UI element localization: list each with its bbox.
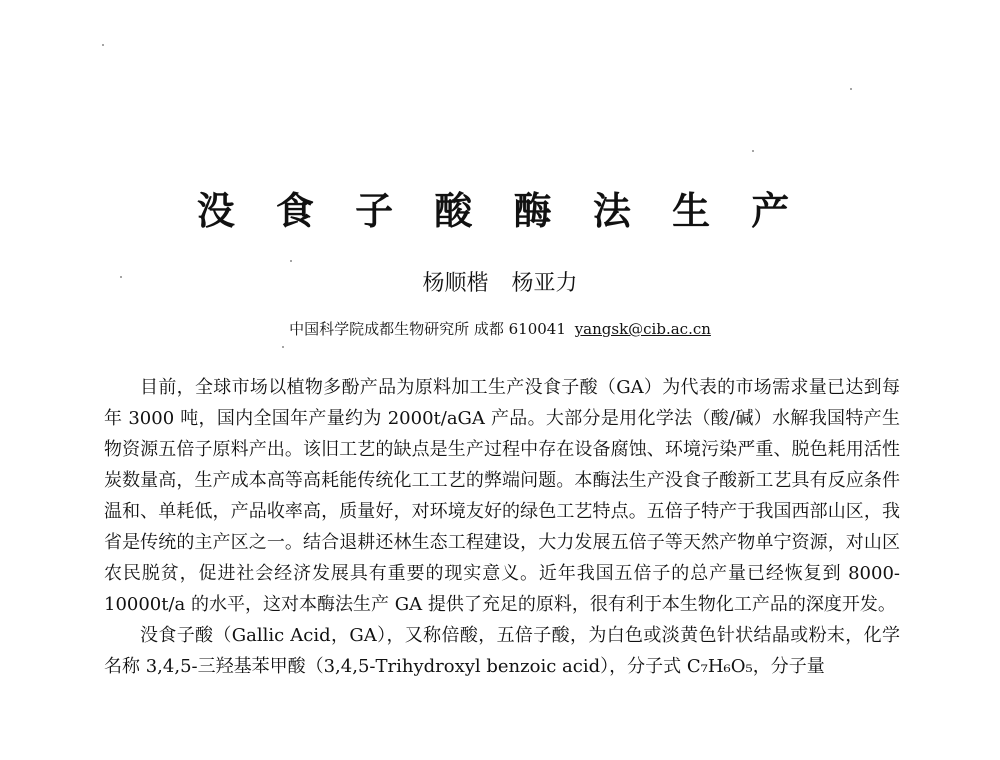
body-paragraph: 没食子酸（Gallic Acid，GA），又称倍酸，五倍子酸，为白色或淡黄色针状结晶或粉末，化学名称 3,4,5-三羟基苯甲酸（3,4,5-Trihydroxyl benzoic acid），分子式 C₇H₆O₅，分子量 xyxy=(104,625,900,677)
scan-speck xyxy=(752,150,754,152)
body-paragraph: 目前，全球市场以植物多酚产品为原料加工生产没食子酸（GA）为代表的市场需求量已达到每年 3000 吨，国内全国年产量约为 2000t/aGA 产品。大部分是用化学法（酸/碱）水解我国特产生物资源五倍子原料产出。该旧工艺的缺点是生产过程中存在设备腐蚀、环境污染严重、脱色耗用活性炭数量高，生产成本高等高耗能传统化工工艺的弊端问题。本酶法生产没食子酸新工艺具有反应条件温和、单耗低，产品收率高，质量好，对环境友好的绿色工艺特点。五倍子特产于我国西部山区，我省是传统的主产区之一。结合退耕还林生态工程建设，大力发展五倍子等天然产物单宁资源，对山区农民脱贫，促进社会经济发展具有重要的现实意义。近年我国五倍子的总产量已经恢复到 8000-10000t/a 的水平，这对本酶法生产 GA 提供了充足的原料，很有利于本生物化工产品的深度开发。 xyxy=(104,377,900,615)
article-body xyxy=(104,372,900,682)
scan-speck xyxy=(850,88,852,90)
author-email-link[interactable]: yangsk@cib.ac.cn xyxy=(574,320,711,338)
paper-authors: 杨顺楷 杨亚力 xyxy=(422,271,578,296)
scan-speck xyxy=(282,346,284,348)
scan-speck xyxy=(290,260,292,262)
paper-title: 没 食 子 酸 酶 法 生 产 xyxy=(196,188,804,233)
scan-speck xyxy=(102,44,104,46)
affiliation-line xyxy=(0,316,1000,342)
affiliation-text: 中国科学院成都生物研究所 成都 610041 xyxy=(289,320,566,338)
